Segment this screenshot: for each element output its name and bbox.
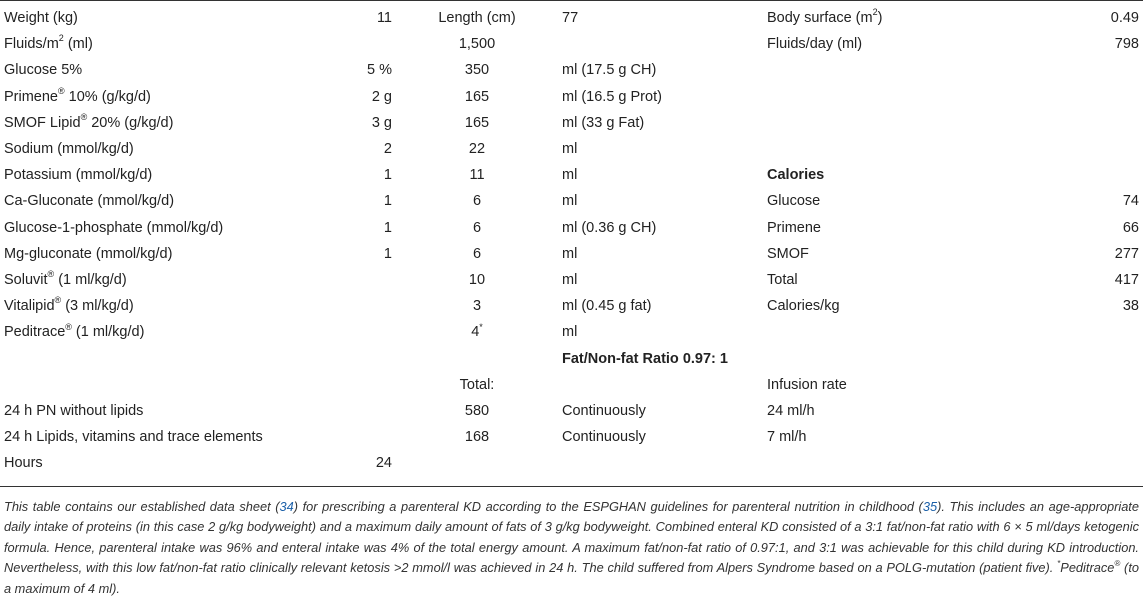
table-top-rule xyxy=(0,0,1143,1)
cell-text: 5 % xyxy=(367,62,392,79)
table-row xyxy=(0,162,1143,188)
cell-text: 24 h PN without lipids xyxy=(4,402,144,419)
table-cell xyxy=(362,136,396,162)
table-cell xyxy=(362,57,396,83)
cell-text: Mg-gluconate (mmol/kg/d) xyxy=(4,245,173,262)
cell-text: Fluids/day (ml) xyxy=(767,36,863,53)
cell-text: Peditrace xyxy=(4,324,66,341)
table-cell xyxy=(0,57,362,83)
table-cell xyxy=(396,31,558,57)
table-cell xyxy=(362,267,396,293)
table-cell xyxy=(558,345,763,371)
footnote-text: (to a maximum of 4 ml). xyxy=(4,560,1139,596)
table-cell xyxy=(1089,215,1143,241)
table-cell xyxy=(763,110,1089,136)
superscript: ® xyxy=(58,85,65,96)
cell-text: 10% (g/kg/d) xyxy=(64,88,151,105)
table-cell xyxy=(763,136,1089,162)
cell-text: Continuously xyxy=(562,429,646,446)
table-cell xyxy=(0,450,362,476)
cell-text: 6 xyxy=(472,219,482,236)
cell-text: 24 xyxy=(375,455,392,472)
table-cell xyxy=(763,188,1089,214)
cell-text: 165 xyxy=(464,88,490,105)
table-cell xyxy=(0,319,362,345)
table-cell xyxy=(1089,424,1143,450)
table-cell xyxy=(558,319,763,345)
cell-text: 1,500 xyxy=(458,36,496,53)
table-cell xyxy=(396,372,558,398)
table-cell xyxy=(1089,450,1143,476)
footnote-text: ) for prescribing a parenteral KD according to the ESPGHAN guidelines for parenteral nutrition in childhood ( xyxy=(293,499,923,514)
cell-text: ml xyxy=(562,245,578,262)
cell-text: SMOF xyxy=(767,245,809,262)
superscript: ® xyxy=(65,321,72,332)
table-cell xyxy=(558,110,763,136)
cell-text: 3 g xyxy=(371,114,392,131)
table-cell xyxy=(396,319,558,345)
table-cell xyxy=(396,84,558,110)
superscript: ® xyxy=(80,112,88,123)
table-cell xyxy=(0,241,362,267)
cell-text: (1 ml/kg/d) xyxy=(54,271,127,288)
table-row xyxy=(0,31,1143,57)
table-row xyxy=(0,372,1143,398)
cell-text: ml xyxy=(562,167,578,184)
table-cell xyxy=(362,293,396,319)
cell-text: 2 g xyxy=(371,88,392,105)
table-cell xyxy=(558,398,763,424)
cell-text: 11 xyxy=(469,167,485,184)
table-row xyxy=(0,84,1143,110)
table-cell xyxy=(396,424,558,450)
table-cell xyxy=(396,5,558,31)
table-cell xyxy=(1089,5,1143,31)
cell-text: (ml) xyxy=(63,36,93,53)
table-cell xyxy=(1089,293,1143,319)
table-cell xyxy=(558,424,763,450)
table-cell xyxy=(362,345,396,371)
cell-text: Primene xyxy=(4,88,58,105)
table-cell xyxy=(763,424,1089,450)
table-row xyxy=(0,267,1143,293)
cell-text: Vitalipid xyxy=(4,298,55,315)
table-row xyxy=(0,424,1143,450)
table-row xyxy=(0,136,1143,162)
footnote-text: Peditrace xyxy=(1060,560,1115,576)
cell-text: 11 xyxy=(376,10,392,27)
table-cell xyxy=(396,188,558,214)
cell-text: 77 xyxy=(562,10,579,27)
cell-text: ) xyxy=(877,10,883,27)
table-cell xyxy=(763,215,1089,241)
table-cell xyxy=(396,162,558,188)
table-cell xyxy=(0,267,362,293)
table-cell xyxy=(1089,398,1143,424)
table-cell xyxy=(362,84,396,110)
table-cell xyxy=(1089,372,1143,398)
cell-text: Length (cm) xyxy=(438,10,516,27)
cell-text: 1 xyxy=(383,193,392,210)
cell-text: 165 xyxy=(464,114,490,131)
cell-text: ml xyxy=(562,271,578,288)
table-cell xyxy=(0,424,362,450)
table-cell xyxy=(558,241,763,267)
cell-text: Fluids/m xyxy=(4,36,59,53)
table-cell xyxy=(0,136,362,162)
cell-text: (1 ml/kg/d) xyxy=(71,324,145,341)
cell-text: 417 xyxy=(1114,271,1139,288)
table-cell xyxy=(0,84,362,110)
cell-text: Continuously xyxy=(562,402,646,419)
table-cell xyxy=(396,57,558,83)
table-footnote xyxy=(4,497,1139,599)
table-cell xyxy=(362,5,396,31)
cell-text: Calories/kg xyxy=(767,298,840,315)
table-cell xyxy=(763,293,1089,319)
table-cell xyxy=(558,215,763,241)
table-cell xyxy=(1089,57,1143,83)
cell-text: 22 xyxy=(468,141,486,158)
table-cell xyxy=(558,136,763,162)
table-row xyxy=(0,293,1143,319)
table-cell xyxy=(763,57,1089,83)
cell-text: Ca-Gluconate (mmol/kg/d) xyxy=(4,193,175,210)
cell-text: 168 xyxy=(464,429,490,446)
table-cell xyxy=(0,31,362,57)
registered-mark: ® xyxy=(1114,558,1121,568)
cell-text: Soluvit xyxy=(4,271,48,288)
table-cell xyxy=(362,319,396,345)
table-cell xyxy=(1089,162,1143,188)
cell-text: 798 xyxy=(1114,36,1139,53)
cell-text: 7 ml/h xyxy=(767,429,807,446)
table-cell xyxy=(558,188,763,214)
table-cell xyxy=(1089,267,1143,293)
cell-text: 20% (g/kg/d) xyxy=(87,114,174,131)
table-cell xyxy=(1089,241,1143,267)
table-cell xyxy=(362,424,396,450)
cell-text: Total: xyxy=(459,376,495,393)
table-cell xyxy=(763,5,1089,31)
superscript: 2 xyxy=(872,7,878,18)
cell-text: 1 xyxy=(383,219,392,236)
table-cell xyxy=(1089,345,1143,371)
cell-text: (3 ml/kg/d) xyxy=(61,298,134,315)
table-cell xyxy=(362,110,396,136)
table-cell xyxy=(362,31,396,57)
table-cell xyxy=(763,398,1089,424)
cell-text: 10 xyxy=(468,271,486,288)
table-row xyxy=(0,188,1143,214)
table-bottom-rule xyxy=(0,486,1143,487)
table-cell xyxy=(0,293,362,319)
table-cell xyxy=(763,267,1089,293)
table-cell xyxy=(0,372,362,398)
cell-text: 580 xyxy=(464,402,490,419)
table-cell xyxy=(396,450,558,476)
cell-text: 38 xyxy=(1122,298,1139,315)
table-cell xyxy=(763,372,1089,398)
cell-text: Primene xyxy=(767,219,821,236)
table-cell xyxy=(396,267,558,293)
table-cell xyxy=(1089,319,1143,345)
table-cell xyxy=(0,5,362,31)
cell-text: Glucose-1-phosphate (mmol/kg/d) xyxy=(4,219,224,236)
table-cell xyxy=(396,136,558,162)
table-cell xyxy=(1089,84,1143,110)
cell-text: 0.49 xyxy=(1110,10,1139,27)
cell-text: 1 xyxy=(383,245,392,262)
cell-text: Body surface (m xyxy=(767,10,873,27)
table-cell xyxy=(396,215,558,241)
table-cell xyxy=(396,293,558,319)
footnote-text: This table contains our established data sheet ( xyxy=(4,499,280,514)
table-cell xyxy=(558,267,763,293)
table-cell xyxy=(362,215,396,241)
superscript: ® xyxy=(47,269,55,280)
table-cell xyxy=(558,57,763,83)
table-cell xyxy=(0,345,362,371)
table-cell xyxy=(362,188,396,214)
cell-text: ml (33 g Fat) xyxy=(562,114,645,131)
table-cell xyxy=(558,31,763,57)
cell-text: 3 xyxy=(472,298,482,315)
table-row xyxy=(0,110,1143,136)
table-row xyxy=(0,319,1143,345)
cell-text: ml (0.45 g fat) xyxy=(562,298,652,315)
cell-text: SMOF Lipid xyxy=(4,114,81,131)
table-cell xyxy=(0,188,362,214)
cell-text: ml (17.5 g CH) xyxy=(562,62,657,79)
table-cell xyxy=(362,372,396,398)
table-cell xyxy=(0,162,362,188)
table-cell xyxy=(558,5,763,31)
table-cell xyxy=(558,84,763,110)
nutrition-table xyxy=(0,5,1143,476)
footnote-asterisk: * xyxy=(1057,558,1061,568)
table-cell xyxy=(1089,110,1143,136)
cell-text: 24 ml/h xyxy=(767,402,815,419)
cell-text: 4 xyxy=(471,324,480,341)
cell-text: Total xyxy=(767,271,798,288)
table-cell xyxy=(763,162,1089,188)
table-cell xyxy=(1089,188,1143,214)
cell-text: Potassium (mmol/kg/d) xyxy=(4,167,153,184)
table-cell xyxy=(558,293,763,319)
cell-text: ml (0.36 g CH) xyxy=(562,219,657,236)
table-row xyxy=(0,5,1143,31)
table-cell xyxy=(362,162,396,188)
table-cell xyxy=(0,215,362,241)
table-cell xyxy=(763,450,1089,476)
cell-text: 1 xyxy=(383,167,392,184)
cell-text: Calories xyxy=(767,167,825,184)
table-cell xyxy=(0,398,362,424)
cell-text: 350 xyxy=(464,62,490,79)
superscript: 2 xyxy=(58,33,64,44)
table-cell xyxy=(763,31,1089,57)
table-cell xyxy=(396,345,558,371)
cell-text: ml xyxy=(562,324,578,341)
cell-text: 66 xyxy=(1122,219,1139,236)
cell-text: 2 xyxy=(383,141,392,158)
cell-text: 6 xyxy=(472,193,482,210)
cell-text: Hours xyxy=(4,455,43,472)
cell-text: Sodium (mmol/kg/d) xyxy=(4,141,134,158)
table-cell xyxy=(362,241,396,267)
footnote-reference-link[interactable]: 34 xyxy=(279,499,294,514)
cell-text: Glucose xyxy=(767,193,821,210)
table-cell xyxy=(1089,136,1143,162)
table-row xyxy=(0,241,1143,267)
table-cell xyxy=(396,110,558,136)
superscript: ® xyxy=(54,295,62,306)
cell-text: ml (16.5 g Prot) xyxy=(562,88,662,105)
cell-text: Fat/Non-fat Ratio 0.97: 1 xyxy=(562,350,728,367)
cell-text: 24 h Lipids, vitamins and trace elements xyxy=(4,429,263,446)
table-cell xyxy=(558,162,763,188)
table-cell xyxy=(0,110,362,136)
footnote-reference-link[interactable]: 35 xyxy=(922,499,938,514)
cell-text: Infusion rate xyxy=(767,376,847,393)
cell-text: Glucose 5% xyxy=(4,62,83,79)
table-row xyxy=(0,57,1143,83)
table-row xyxy=(0,398,1143,424)
cell-text: 277 xyxy=(1114,245,1139,262)
footnote-text: ). This includes an age-appropriate daily intake of proteins (in this case 2 g/kg bodyweight) and a maximum daily amount of fats of 3 g/kg bodyweight. Combined enteral KD consisted of a 3:1 fat/non-fat ratio with 6 × 5 ml/days ketogenic formula. Hence, parenteral intake was 96% and enteral intake was 4% of the total energy amount. A maximum fat/non-fat ratio of 0.97:1, and 3:1 was achievable for this child during KD introduction. Nevertheless, with this low fat/non-fat ratio clinically relevant ketosis >2 mmol/l was achieved in 24 h. The child suffered from Alpers Syndrome based on a POLG-mutation (patient five). xyxy=(4,499,1139,576)
table-cell xyxy=(362,450,396,476)
table-cell xyxy=(558,372,763,398)
table-row xyxy=(0,450,1143,476)
table-cell xyxy=(1089,31,1143,57)
table-cell xyxy=(396,241,558,267)
table-cell xyxy=(763,345,1089,371)
table-cell xyxy=(362,398,396,424)
table-cell xyxy=(558,450,763,476)
table-cell xyxy=(763,84,1089,110)
table-row xyxy=(0,215,1143,241)
table-cell xyxy=(763,319,1089,345)
table-cell xyxy=(763,241,1089,267)
cell-text: Weight (kg) xyxy=(4,10,78,27)
cell-text: 74 xyxy=(1122,193,1139,210)
cell-text: ml xyxy=(562,141,578,158)
table-cell xyxy=(396,398,558,424)
cell-text: ml xyxy=(562,193,578,210)
table-row xyxy=(0,345,1143,371)
cell-text: 6 xyxy=(472,245,482,262)
superscript: * xyxy=(479,321,483,332)
